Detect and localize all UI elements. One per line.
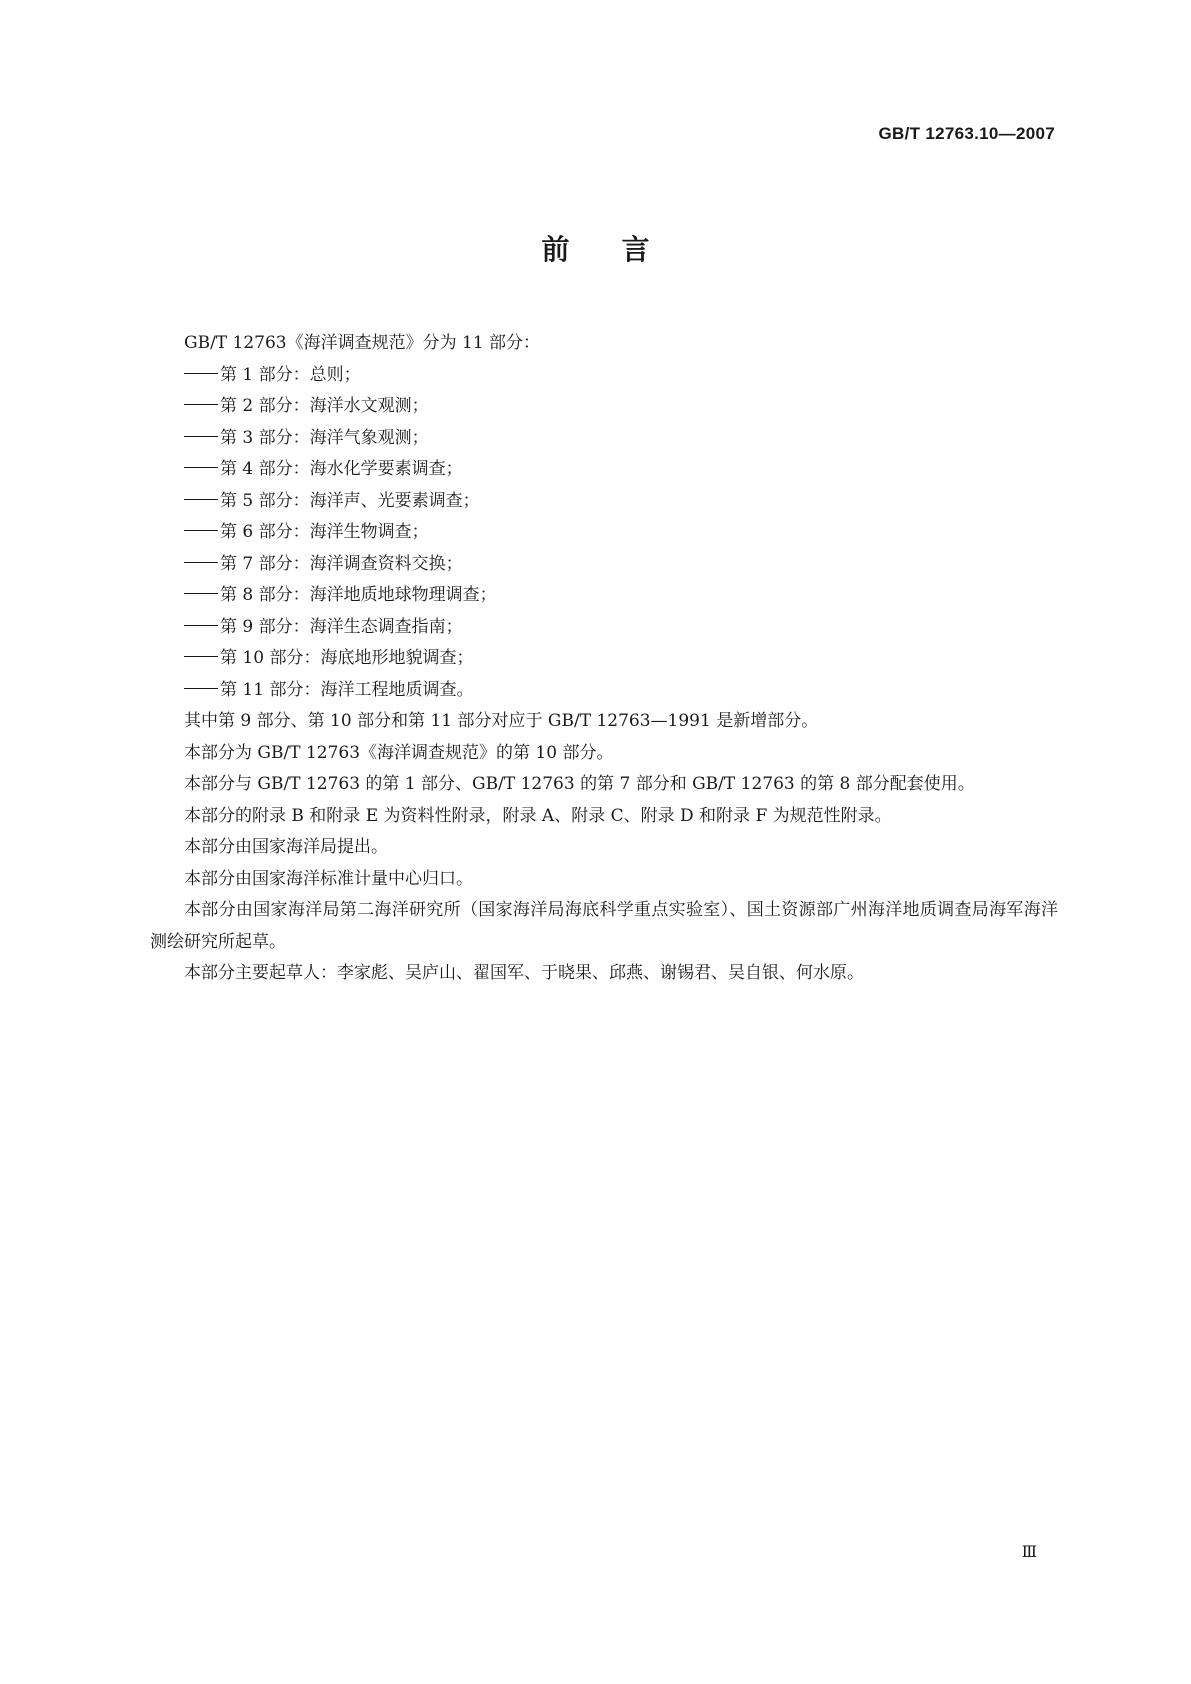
intro-paragraph: GB/T 12763《海洋调查规范》分为 11 部分：: [184, 333, 541, 353]
foreword-body: [150, 328, 1058, 990]
list-item-text: 第 9 部分：海洋生态调查指南；: [220, 616, 463, 637]
list-item-text: 第 4 部分：海水化学要素调查；: [220, 459, 463, 479]
list-item: [150, 454, 1058, 486]
dash-mark: [184, 593, 218, 594]
dash-mark: [184, 499, 218, 500]
list-item: [150, 360, 1058, 392]
list-item-text: 第 5 部分：海洋声、光要素调查；: [220, 490, 480, 511]
standard-number: GB/T 12763.10—2007: [878, 124, 1055, 143]
list-item-text: 第 3 部分：海洋气象观测；: [220, 427, 429, 448]
list-item-text: 第 1 部分：总则；: [220, 364, 361, 385]
dash-mark: [184, 436, 218, 437]
list-item: [150, 423, 1058, 455]
body-paragraph: 本部分主要起草人：李家彪、吴庐山、翟国军、于晓果、邱燕、谢锡君、吴自银、何水原。: [184, 963, 864, 983]
body-paragraph: 本部分由国家海洋标准计量中心归口。: [184, 868, 473, 889]
list-item-text: 第 6 部分：海洋生物调查；: [220, 522, 429, 542]
dash-mark: [184, 404, 218, 405]
list-item-text: 第 8 部分：海洋地质地球物理调查；: [220, 585, 497, 605]
dash-mark: [184, 625, 218, 626]
list-item: [150, 391, 1058, 423]
list-item-text: 第 7 部分：海洋调查资料交换；: [220, 553, 463, 574]
body-paragraph: 本部分由国家海洋局第二海洋研究所（国家海洋局海底科学重点实验室）、国土资源部广州海洋地质调查局海军海洋测绘研究所起草。: [150, 900, 1058, 952]
list-item: [150, 675, 1058, 707]
body-paragraph: 本部分为 GB/T 12763《海洋调查规范》的第 10 部分。: [184, 742, 614, 763]
dash-mark: [184, 373, 218, 374]
list-item: [150, 549, 1058, 581]
list-item: [150, 517, 1058, 549]
parts-list: [150, 360, 1058, 707]
list-item-text: 第 2 部分：海洋水文观测；: [220, 396, 429, 416]
body-paragraph: 其中第 9 部分、第 10 部分和第 11 部分对应于 GB/T 12763—1991 是新增部分。: [184, 711, 819, 731]
dash-mark: [184, 562, 218, 563]
list-item: [150, 486, 1058, 518]
list-item-text: 第 10 部分：海底地形地貌调查；: [220, 648, 474, 668]
body-paragraph: 本部分由国家海洋局提出。: [184, 837, 388, 857]
list-item: [150, 643, 1058, 675]
dash-mark: [184, 656, 218, 657]
list-item-text: 第 11 部分：海洋工程地质调查。: [220, 679, 474, 700]
dash-mark: [184, 530, 218, 531]
body-paragraph: 本部分与 GB/T 12763 的第 1 部分、GB/T 12763 的第 7 部分和 GB/T 12763 的第 8 部分配套使用。: [184, 774, 975, 794]
dash-mark: [184, 688, 218, 689]
list-item: [150, 612, 1058, 644]
list-item: [150, 580, 1058, 612]
body-paragraph: 本部分的附录 B 和附录 E 为资料性附录，附录 A、附录 C、附录 D 和附录 F 为规范性附录。: [184, 805, 892, 826]
dash-mark: [184, 467, 218, 468]
page-title: 前言: [541, 233, 702, 266]
page-number: Ⅲ: [1021, 1542, 1037, 1561]
